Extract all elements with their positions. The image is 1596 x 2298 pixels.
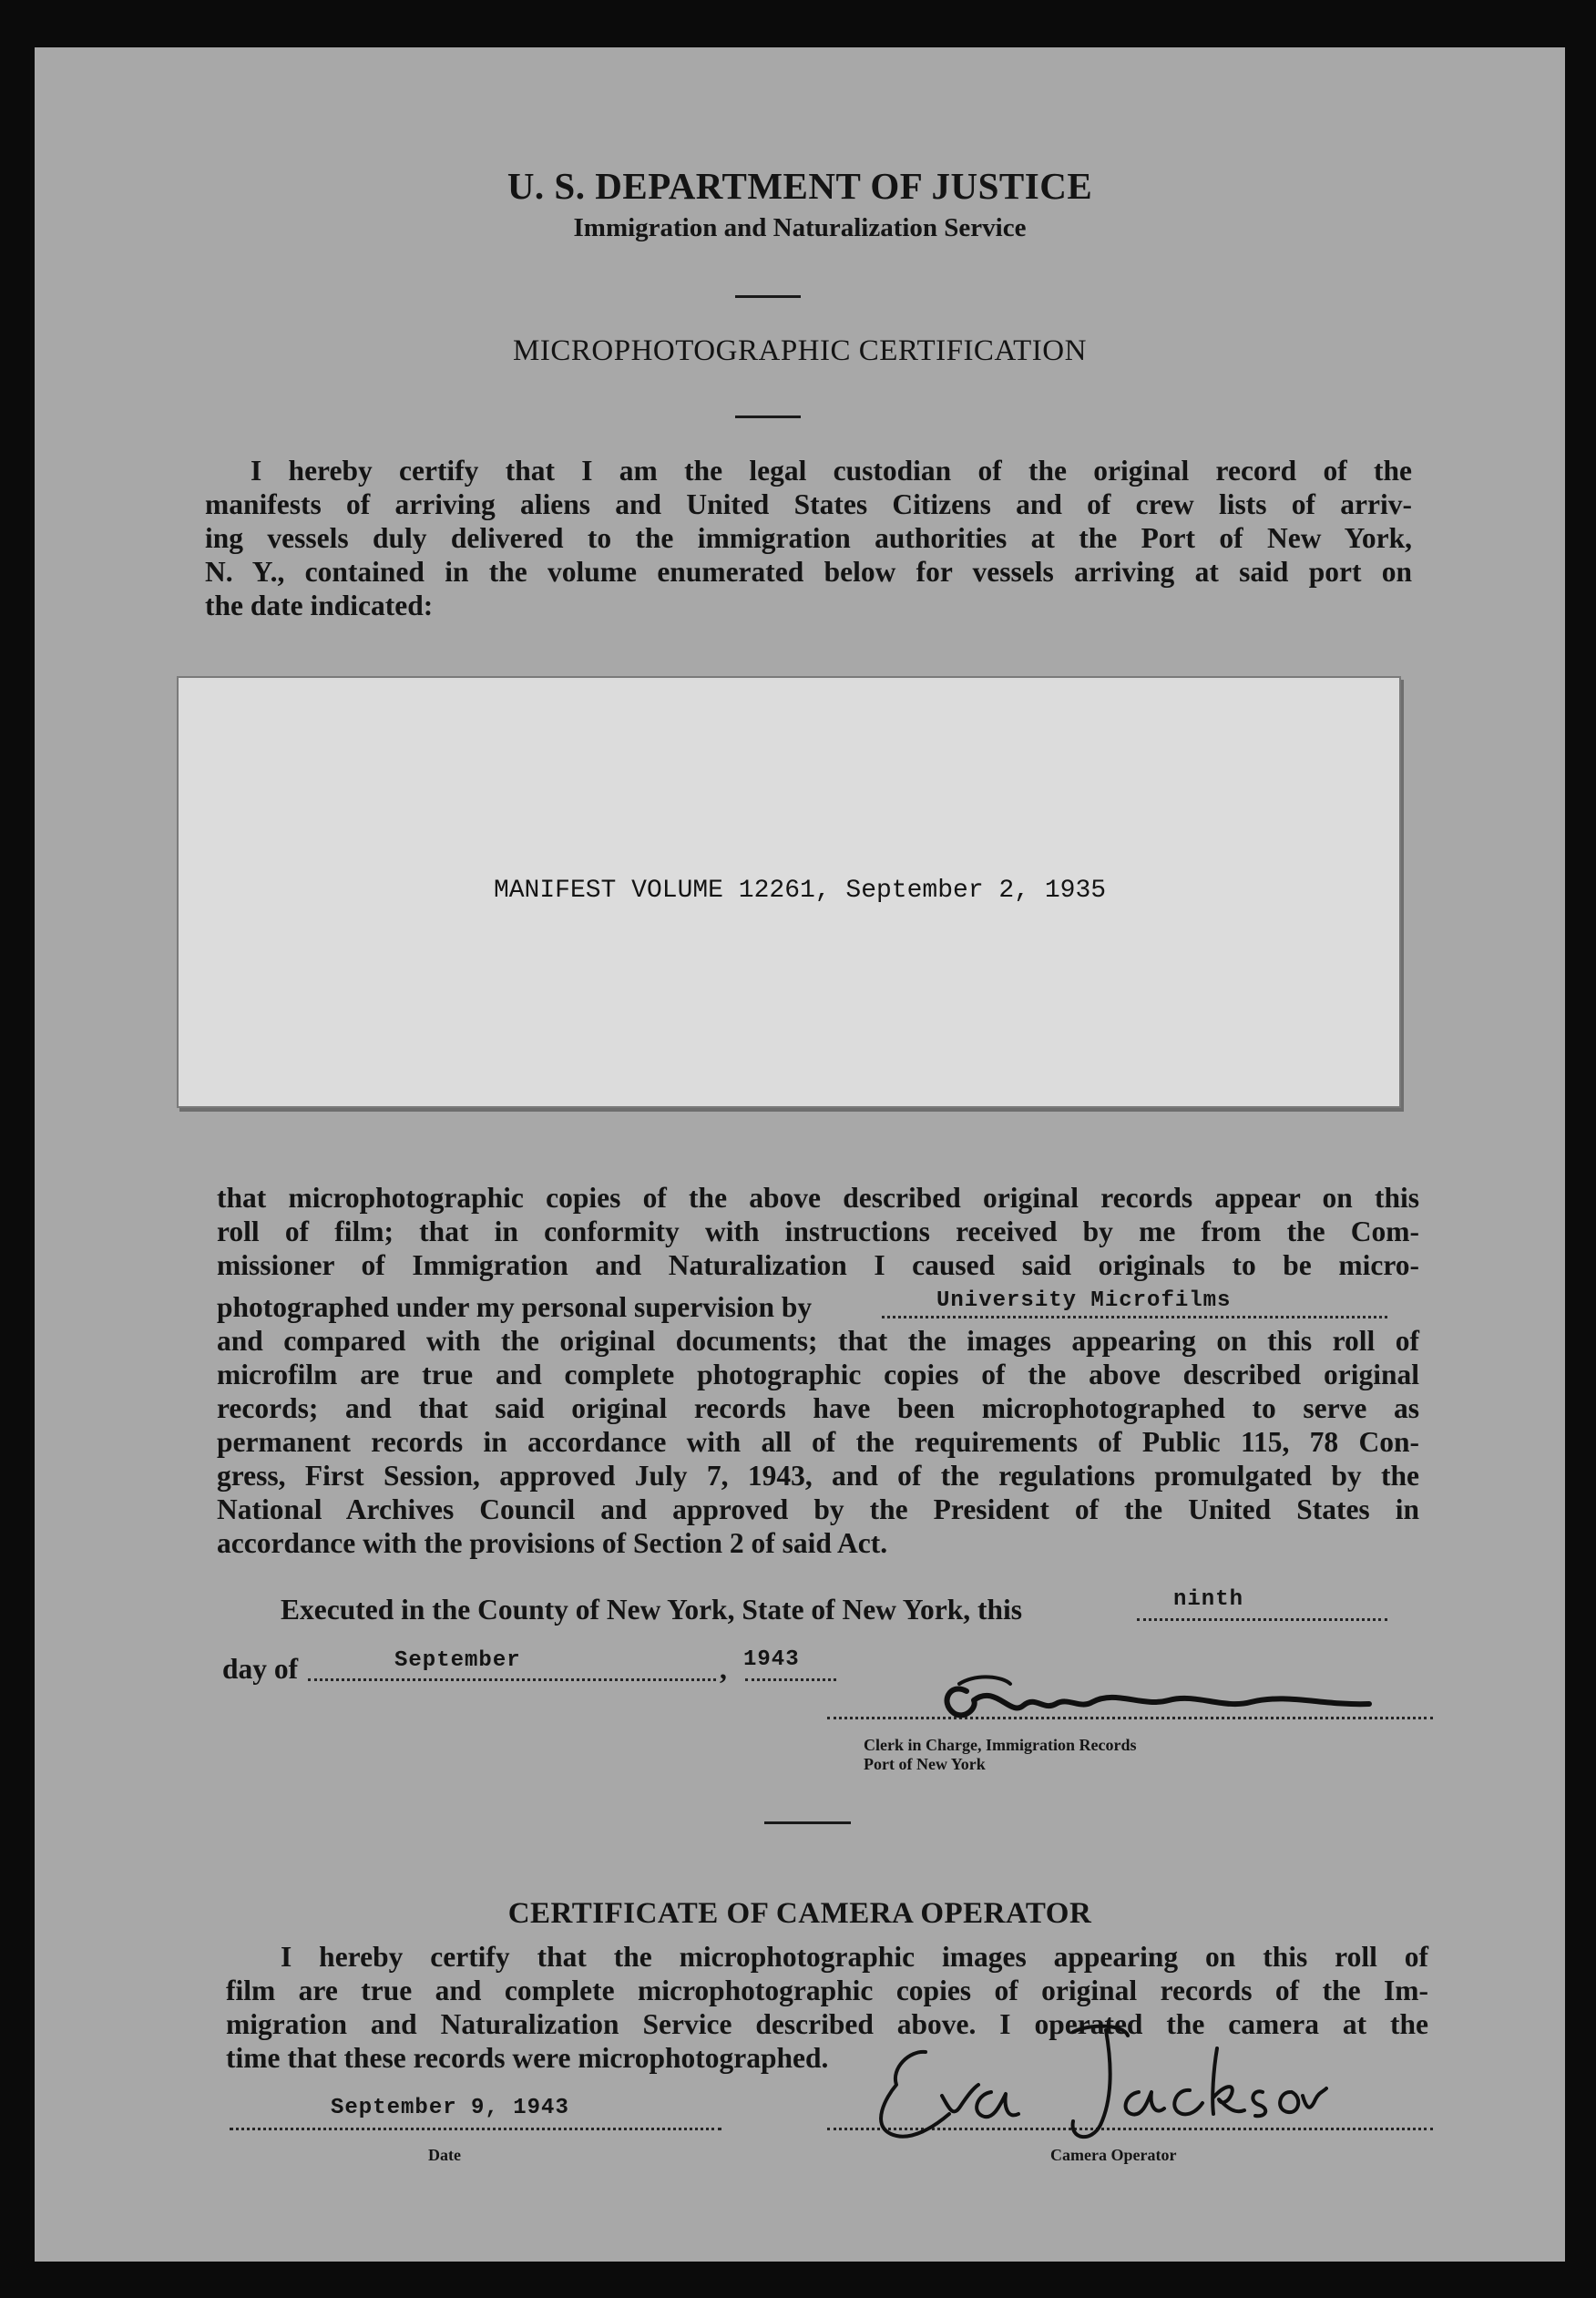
certification-title: MICROPHOTOGRAPHIC CERTIFICATION	[513, 334, 1087, 367]
department-title: U. S. DEPARTMENT OF JUSTICE	[506, 165, 1093, 207]
body-line-11: accordance with the provisions of Section 2 of said Act.	[217, 1527, 888, 1559]
year-fill-line	[745, 1678, 836, 1681]
executed-prefix: Executed in the County of New York, State of New York, this	[281, 1594, 1023, 1626]
date-fill-line	[230, 2128, 721, 2130]
year-value: 1943	[743, 1647, 800, 1672]
body-line-6: microfilm are true and complete photographic copies of the above described original	[217, 1359, 1419, 1390]
body-line-10: National Archives Council and approved by the President of the United States in	[217, 1493, 1419, 1525]
supervision-fill-line	[882, 1316, 1387, 1318]
month-fill-line	[308, 1678, 716, 1681]
intro-line-2: manifests of arriving aliens and United States Citizens and of crew lists of arriv-	[205, 488, 1412, 520]
month-value: September	[394, 1648, 521, 1673]
day-fill-line	[1137, 1618, 1387, 1621]
day-of-label: day of	[222, 1653, 299, 1685]
camera-line-2: film are true and complete microphotographic copies of original records of the Im-	[226, 1975, 1428, 2006]
body-line-7: records; and that said original records have been microphotographed to serve as	[217, 1392, 1419, 1424]
body-line-2: roll of film; that in conformity with instructions received by me from the Com-	[217, 1216, 1419, 1247]
comma-separator: ,	[720, 1653, 727, 1685]
supervision-prefix: photographed under my personal supervision by	[217, 1291, 813, 1323]
intro-line-4: N. Y., contained in the volume enumerated below for vessels arriving at said port on	[205, 556, 1412, 588]
body-line-5: and compared with the original documents; that the images appearing on this roll of	[217, 1325, 1419, 1357]
operator-signature	[854, 1997, 1328, 2157]
day-value: ninth	[1173, 1587, 1244, 1612]
camera-operator-label: Camera Operator	[1050, 2146, 1177, 2164]
camera-line-4: time that these records were microphotographed.	[226, 2042, 829, 2074]
camera-line-3: migration and Naturalization Service described above. I operated the camera at the	[226, 2008, 1428, 2040]
service-subtitle: Immigration and Naturalization Service	[573, 213, 1027, 242]
camera-line-1: I hereby certify that the microphotographic images appearing on this roll of	[281, 1941, 1428, 1973]
camera-certificate-title: CERTIFICATE OF CAMERA OPERATOR	[507, 1897, 1092, 1930]
clerk-title-line-2: Port of New York	[864, 1755, 986, 1773]
divider-bottom	[764, 1821, 851, 1824]
certificate-sheet	[35, 47, 1565, 2262]
clerk-signature	[923, 1666, 1387, 1731]
intro-line-5: the date indicated:	[205, 590, 434, 621]
body-line-1: that microphotographic copies of the above described original records appear on this	[217, 1182, 1419, 1214]
date-label: Date	[428, 2146, 461, 2164]
body-line-9: gress, First Session, approved July 7, 1943, and of the regulations promulgated by the	[217, 1460, 1419, 1492]
divider-middle	[735, 415, 801, 418]
clerk-title-line-1: Clerk in Charge, Immigration Records	[864, 1736, 1137, 1754]
body-line-3: missioner of Immigration and Naturalization I caused said originals to be micro-	[217, 1249, 1419, 1281]
intro-line-3: ing vessels duly delivered to the immigration authorities at the Port of New York,	[205, 522, 1412, 554]
manifest-volume-text: MANIFEST VOLUME 12261, September 2, 1935	[493, 877, 1107, 905]
divider-top	[735, 295, 801, 298]
camera-date-value: September 9, 1943	[331, 2096, 569, 2120]
intro-line-1: I hereby certify that I am the legal custodian of the original record of the	[251, 455, 1412, 487]
supervision-company: University Microfilms	[936, 1288, 1232, 1313]
body-line-8: permanent records in accordance with all of the requirements of Public 115, 78 Con-	[217, 1426, 1419, 1458]
